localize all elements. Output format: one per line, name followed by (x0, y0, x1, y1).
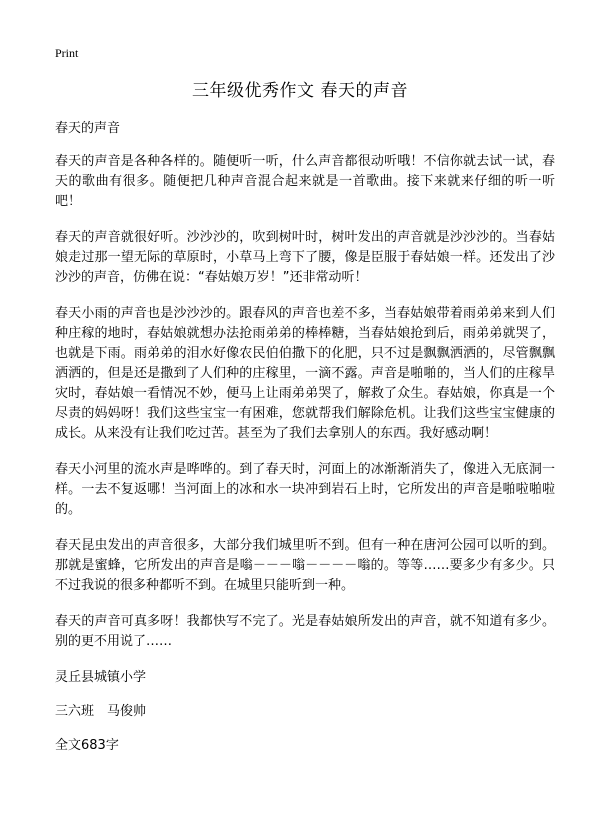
paragraph-river: 春天小河里的流水声是哗哗的。到了春天时，河面上的冰渐渐消失了，像进入无底洞一样。一去不复返哪！当河面上的冰和水一块冲到岩石上时，它所发出的声音是啪啦啪啦的。 (55, 462, 555, 517)
paragraph-intro: 春天的声音是各种各样的。随便听一听，什么声音都很动听哦！不信你就去试一试，春天的歌曲有很多。随便把几种声音混合起来就是一首歌曲。接下来就来仔细的听一听吧！ (55, 154, 555, 209)
paragraph-wind: 春天的声音就很好听。沙沙沙的，吹到树叶时，树叶发出的声音就是沙沙沙的。当春姑娘走过那一望无际的草原时，小草马上弯下了腰，像是臣服于春姑娘一样。还发出了沙沙沙的声音，仿佛在说：“春姑娘万岁！”还非常动听！ (55, 230, 555, 285)
article-title: 三年级优秀作文 春天的声音 (192, 81, 408, 101)
paragraph-conclusion: 春天的声音可真多呀！我都快写不完了。光是春姑娘所发出的声音，就不知道有多少。别的更不用说了…… (55, 614, 555, 649)
print-link[interactable]: Print (55, 46, 79, 60)
paragraph-insects: 春天昆虫发出的声音很多，大部分我们城里听不到。但有一种在唐河公园可以听的到。那就是蜜蜂，它所发出的声音是嗡－－－嗡－－－－嗡的。等等……要多少有多少。只不过我说的很多种都听不到。在城里只能听到一种。 (55, 538, 555, 593)
school-name: 灵丘县城镇小学 (55, 670, 147, 685)
article-subtitle: 春天的声音 (55, 121, 121, 136)
author-name: 三六班 马俊帅 (55, 704, 147, 719)
word-count: 全文683字 (55, 738, 119, 753)
article-body (55, 119, 555, 770)
paragraph-rain: 春天小雨的声音也是沙沙沙的。跟春风的声音也差不多，当春姑娘带着雨弟弟来到人们种庄稼的地时，春姑娘就想办法抢雨弟弟的棒棒糖，当春姑娘抢到后，雨弟弟就哭了，也就是下雨。雨弟弟的泪水好像农民伯伯撒下的化肥，只不过是飘飘洒洒的，尽管飘飘洒洒的，但是还是撒到了人们种的庄稼里，一滴不露。声音是啪啪的，当人们的庄稼旱灾时，春姑娘一看情况不妙，便马上让雨弟弟哭了，解救了众生。春姑娘，你真是一个尽责的妈妈呀！我们这些宝宝一有困难，您就帮我们解除危机。让我们这些宝宝健康的成长。从来没有让我们吃过苦。甚至为了我们去拿别人的东西。我好感动啊！ (55, 306, 555, 441)
